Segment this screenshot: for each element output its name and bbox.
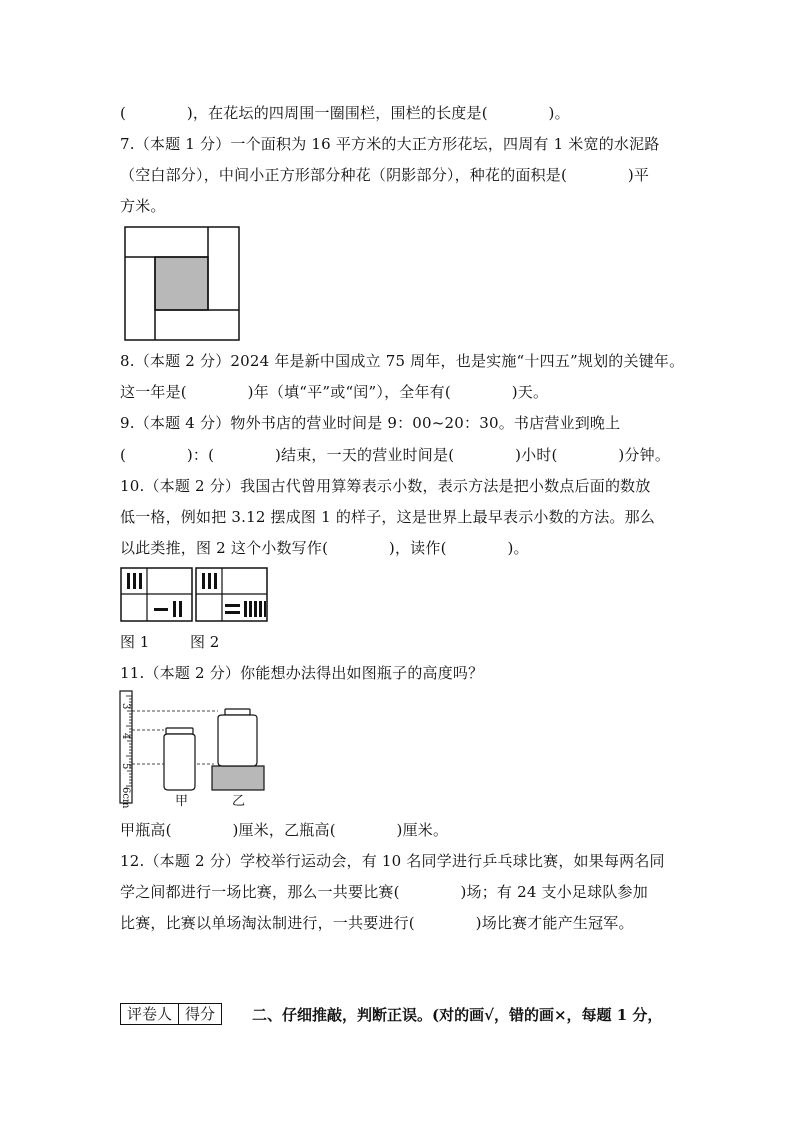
bottle-yi (218, 709, 257, 766)
figure-1-caption: 图 1 (120, 633, 150, 651)
q10-line-1: 10.（本题 2 分）我国古代曾用算筹表示小数，表示方法是把小数点后面的数放 (120, 477, 651, 495)
q12-line-3: 比赛，比赛以单场淘汰制进行，一共要进行( )场比赛才能产生冠军。 (120, 914, 634, 932)
section-2-title: 二、仔细推敲，判断正误。(对的画√，错的画×，每题 1 分， (252, 1006, 663, 1024)
q7-line-2: （空白部分），中间小正方形部分种花（阴影部分），种花的面积是( )平 (120, 166, 650, 184)
ruler-label-4: 4 (120, 733, 131, 740)
q12-line-2: 学之间都进行一场比赛，那么一共要比赛( )场；有 24 支小足球队参加 (120, 883, 648, 901)
ruler-label-3: 3 (120, 703, 131, 710)
q8-line-1: 8.（本题 2 分）2024 年是新中国成立 75 周年，也是实施“十四五”规划的关键年。 (120, 352, 685, 370)
ruler-label-5: 5 (120, 763, 131, 770)
q10-line-2: 低一格，例如把 3.12 摆成图 1 的样子，这是世界上最早表示小数的方法。那么 (120, 508, 656, 526)
q9-line-2: ( )：( )结束，一天的营业时间是( )小时( )分钟。 (120, 446, 671, 464)
flower-bed-shaded (155, 257, 208, 310)
score-label: 得分 (179, 1004, 222, 1025)
q7-garden-figure (124, 226, 242, 344)
rod-figure-1 (120, 567, 194, 623)
bottle-ruler-figure (114, 690, 274, 810)
ruler-label-6cm: 6cm (120, 787, 131, 809)
bottle-yi-label: 乙 (232, 794, 246, 809)
rod-figure-2 (195, 567, 269, 623)
q8-line-2: 这一年是( )年（填“平”或“闰”），全年有( )天。 (120, 383, 549, 401)
q10-line-3: 以此类推，图 2 这个小数写作( )，读作( )。 (120, 539, 529, 557)
q12-line-1: 12.（本题 2 分）学校举行运动会，有 10 名同学进行乒乓球比赛，如果每两名同 (120, 852, 665, 870)
q6-continuation: ( )，在花坛的四周围一圈围栏，围栏的长度是( )。 (120, 104, 570, 122)
q11-line-2: 甲瓶高( )厘米，乙瓶高( )厘米。 (120, 821, 449, 839)
bottle-jia-label: 甲 (175, 794, 189, 809)
bottle-jia (164, 728, 195, 790)
q11-line-1: 11.（本题 2 分）你能想办法得出如图瓶子的高度吗？ (120, 664, 484, 682)
q9-line-1: 9.（本题 4 分）物外书店的营业时间是 9：00~20：30。书店营业到晚上 (120, 414, 621, 432)
support-block (212, 766, 264, 790)
q7-line-3: 方米。 (120, 197, 166, 215)
grader-label: 评卷人 (121, 1004, 179, 1025)
q7-line-1: 7.（本题 1 分）一个面积为 16 平方米的大正方形花坛，四周有 1 米宽的水泥路 (120, 135, 660, 153)
figure-2-caption: 图 2 (190, 633, 220, 651)
grader-score-table (120, 1003, 222, 1025)
